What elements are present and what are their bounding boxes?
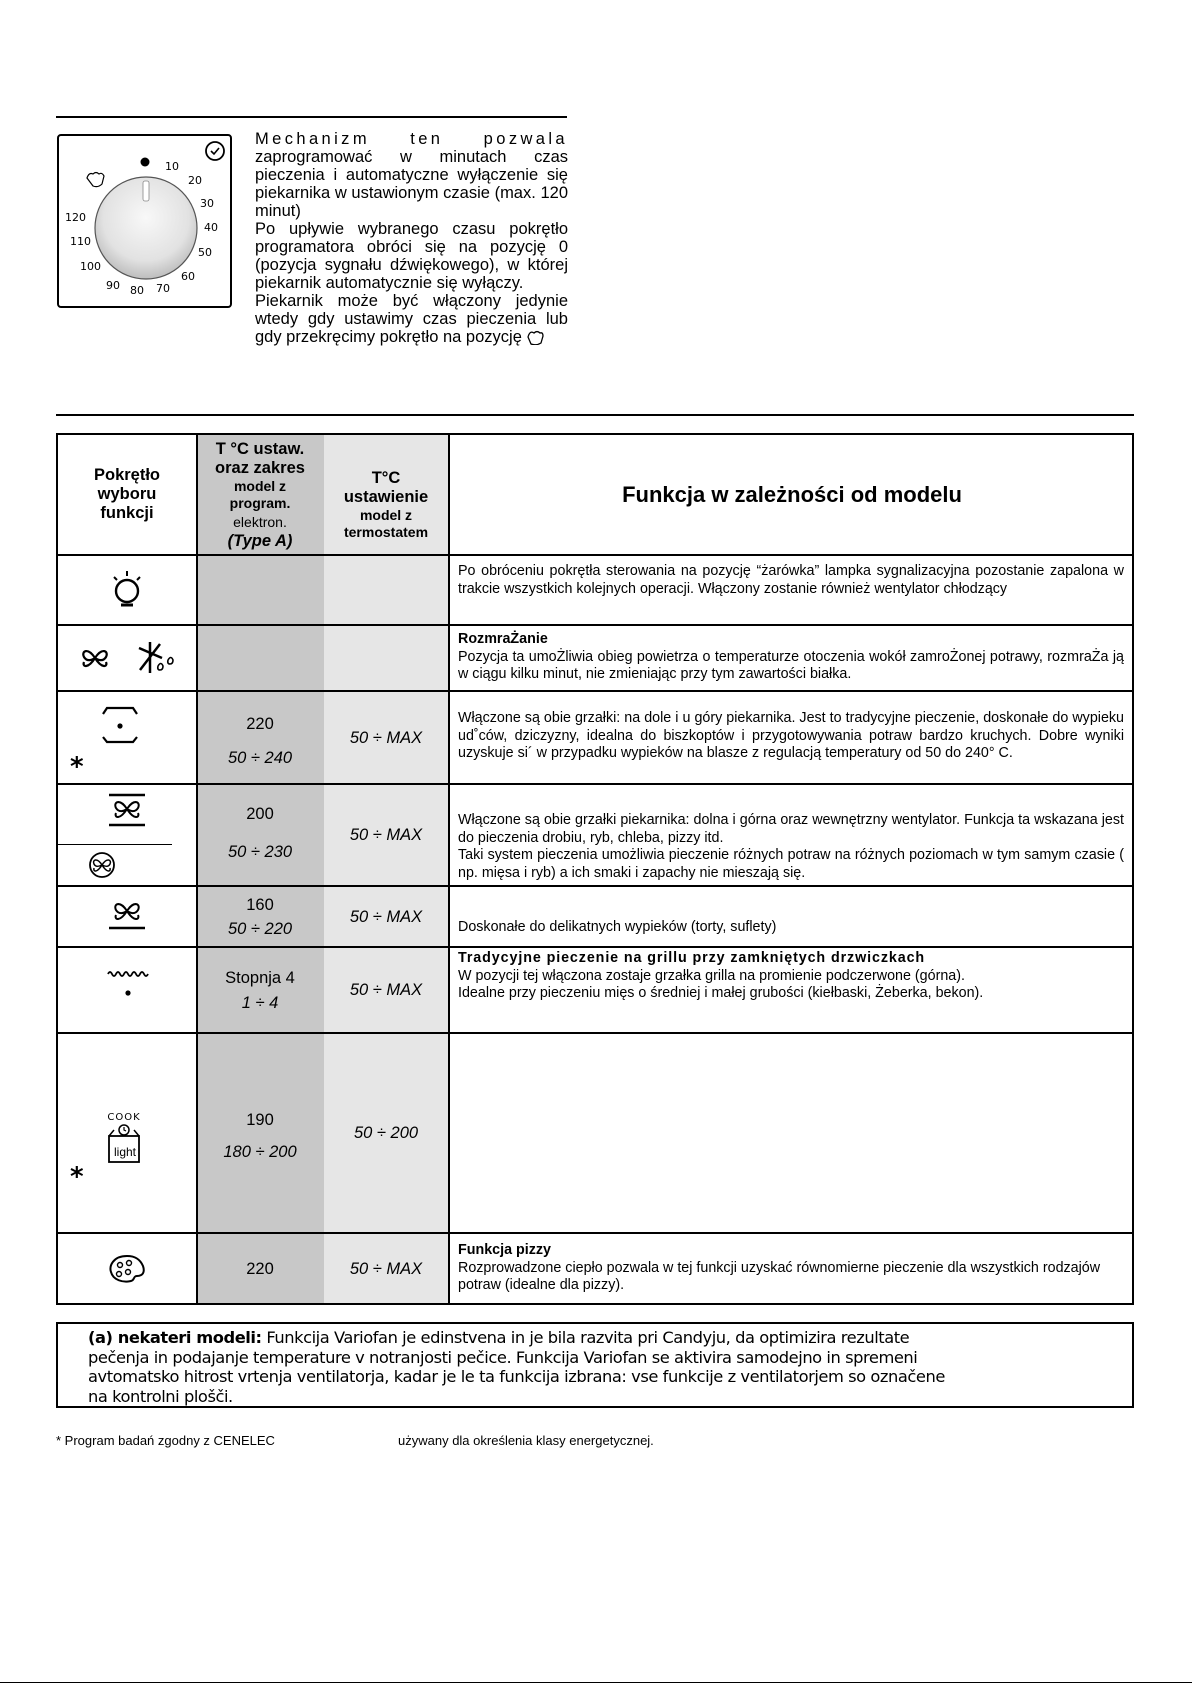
row-fan-bottom-thermo (324, 887, 448, 946)
function-table (56, 433, 1134, 1305)
variofan-note-body: Funkcija Variofan je edinstvena in je bila razvita pri Candyju, da optimizira rezultate pečenja in podajanje temperature v notranjosti pečice. Funkcija Variofan se aktivira samodejno in spremeni avtomatsko hitrost vrtenja ventilatorja, kadar je le ta funkcija izbrana: vse funkcije z ventilatorjem so označene na kontrolni plošči. (88, 1328, 945, 1406)
row-divider (58, 690, 1132, 692)
row-grill-text: W pozycji tej włączona zostaje grzałka grilla na promienie podczerwone (górna). Idealne przy pieczeniu mięs o średniej i małej grubości (kiełbaski, Żeberka, bekon). (458, 967, 984, 1002)
row-fan-bottom-icon-cell (58, 887, 196, 946)
row-fan-conventional-temp-value: 200 (246, 805, 274, 823)
header-temp (198, 437, 322, 554)
variofan-icon (88, 851, 116, 879)
row-divider (58, 624, 1132, 626)
row-defrost-text: Pozycja ta umoŻliwia obieg powietrza o temperaturze otoczenia wokół zamroŻonej potrawy, rozmraŻa ją w ciągu kilku minut, nie zmieniając przy tym zawartości białka. (458, 648, 1124, 683)
header-temp-line1: T °C ustaw. (215, 440, 305, 458)
bottom-rule (0, 1682, 1192, 1683)
row-defrost-icon-cell (58, 626, 196, 690)
dial-number-110: 110 (70, 235, 91, 248)
header-temp-line3: model z (233, 478, 287, 494)
row-cook-light-temp-range: 180 ÷ 200 (223, 1143, 297, 1161)
row-pizza-icon-cell (58, 1234, 196, 1303)
row-cook-light-temp (198, 1106, 322, 1166)
footer-right: używany dla określenia klasy energetycznej. (398, 1433, 654, 1448)
row-divider (58, 554, 1132, 556)
row-fan-bottom-temp-value: 160 (246, 895, 274, 914)
row-lamp-desc: Po obróceniu pokrętła sterowania na pozycję “żarówka” lampka sygnalizacyjna pozostanie zapalona w trakcie wszystkich kolejnych operacji. Włączony zostanie również wentylator chłodzący (458, 563, 1124, 597)
top-bottom-heat-icon (98, 702, 158, 752)
hand-icon (526, 329, 544, 345)
timer-description (255, 130, 568, 346)
light-label: light (113, 1145, 136, 1159)
row-fan-conventional-desc (458, 812, 1124, 883)
row-divider (58, 1032, 1132, 1034)
row-cook-light-temp-value: 190 (246, 1111, 274, 1129)
row-conventional-temp (198, 702, 322, 780)
header-thermo-line3: model z (359, 506, 413, 523)
timer-paragraph-2: Po upływie wybranego czasu pokrętło programatora obróci się na pozycję 0 (pozycja sygnału dźwiękowego), w której piekarnik automatycznie się wyłączy. (255, 220, 568, 292)
row-conventional-icon-cell (58, 692, 196, 783)
header-thermo-line4: termostatem (343, 523, 429, 540)
header-thermo-line2: ustawienie (343, 487, 429, 506)
row-fan-conventional-text-2: Taki system pieczenia umożliwia pieczenie różnych potraw na różnych poziomach w tym samym czasie ( np. mięsa i ryb) a ich smaki i zapachy nie mieszają się. (458, 847, 1124, 882)
row-conventional-desc: Włączone są obie grzałki: na dole i u góry piekarnika. Jest to tradycyjne pieczenie, doskonałe do wypieku ud˚ców, dziczyzny, idealna do biszkoptów i przygotowywania potraw bardzo kruchych. Dobre wyniki uzyskuje si´ w przypadku wypieków na blasze z regulacją temperatury od 50 do 240° C. (458, 710, 1124, 762)
row-pizza-title: Funkcja pizzy (458, 1242, 551, 1258)
grill-icon (106, 968, 150, 1008)
clock-icon (206, 142, 224, 160)
timer-paragraph-1: zaprogramować w minutach czas pieczenia i automatyczne wyłączenie się piekarnika w ustawionym czasie (max. 120 minut) (255, 148, 568, 220)
row-fan-conventional-text: Włączone są obie grzałki piekarnika: dolna i górna oraz wewnętrzny wentylator. Funkcja ta wskazana jest do pieczenia drobiu, ryb, chleba, pizzy itd. (458, 812, 1124, 846)
fan-bottom-heat-icon (103, 895, 151, 935)
dial-number-70: 70 (156, 282, 170, 295)
dial-number-90: 90 (106, 279, 120, 292)
row-fan-bottom-thermo-value: 50 ÷ MAX (349, 907, 423, 926)
pizza-icon (107, 1252, 147, 1286)
variofan-note-label: (a) nekateri modeli: (88, 1328, 262, 1347)
fan-with-heaters-icon (103, 789, 151, 833)
row-cook-light-thermo (324, 1034, 448, 1232)
cook-label: COOK (107, 1112, 141, 1123)
dial-number-100: 100 (80, 260, 101, 273)
row-grill-thermo (324, 948, 448, 1032)
fan-icon (78, 643, 112, 673)
header-temp-line2: oraz zakres (215, 459, 305, 477)
row-fan-bottom-temp-range: 50 ÷ 220 (227, 919, 293, 938)
timer-paragraph-3-text: Piekarnik może być włączony jedynie wtedy gdy ustawimy czas pieczenia lub gdy przekręcimy pokrętło na pozycję (255, 292, 568, 346)
row-pizza-desc (458, 1242, 1124, 1295)
row-fan-conventional-temp (198, 792, 322, 874)
header-function-label: Funkcja w zależności od modelu (622, 481, 962, 507)
row-conventional-temp-value: 220 (246, 715, 274, 733)
row-conventional-thermo (324, 692, 448, 783)
timer-dial-panel (57, 134, 232, 308)
variofan-note (56, 1322, 1134, 1408)
header-temp-line4: program. (229, 495, 291, 511)
row-cook-light-thermo-value: 50 ÷ 200 (353, 1124, 419, 1142)
row-grill-temp-value: Stopnja 4 (225, 968, 295, 987)
header-temp-line6: (Type A) (227, 532, 293, 550)
row-fan-conventional-thermo (324, 785, 448, 885)
dial-number-80: 80 (130, 284, 144, 297)
row-grill-thermo-value: 50 ÷ MAX (349, 981, 423, 999)
header-temp-line5: elektron. (233, 514, 287, 530)
row-grill-temp (198, 948, 322, 1032)
row-defrost-desc (458, 631, 1124, 684)
row-lamp-icon-cell (58, 556, 196, 624)
row-conventional-thermo-value: 50 ÷ MAX (349, 728, 423, 747)
top-rule (56, 116, 567, 118)
dial-number-10: 10 (165, 160, 179, 173)
row-pizza-temp (198, 1234, 322, 1303)
header-knob-label: Pokrętło wyboru funkcji (93, 466, 161, 522)
row-pizza-temp-value: 220 (246, 1259, 274, 1278)
dial-number-20: 20 (188, 174, 202, 187)
row-fan-bottom-temp (198, 887, 322, 946)
hand-icon (87, 173, 104, 187)
row-pizza-thermo-value: 50 ÷ MAX (349, 1259, 423, 1278)
dial-number-40: 40 (204, 221, 218, 234)
row-cook-light-icon-cell (58, 1034, 196, 1232)
footer-left: * Program badań zgodny z CENELEC (56, 1433, 275, 1448)
dial-number-50: 50 (198, 246, 212, 259)
dial-number-30: 30 (200, 197, 214, 210)
row-grill-temp-range: 1 ÷ 4 (241, 993, 279, 1012)
row-fan-conventional-thermo-value: 50 ÷ MAX (349, 826, 423, 844)
row-pizza-text: Rozprowadzone ciepło pozwala w tej funkcji uzyskać równomierne pieczenie dla wszystkich rodzajów potraw (idealne dla pizzy). (458, 1259, 1101, 1294)
row-pizza-thermo (324, 1234, 448, 1303)
defrost-icon (134, 640, 176, 676)
row-conventional-temp-range: 50 ÷ 240 (227, 749, 293, 767)
row-grill-title: Tradycyjne pieczenie na grillu przy zamkniętych drzwiczkach (458, 950, 926, 966)
header-knob (58, 435, 196, 554)
row-fan-bottom-desc: Doskonałe do delikatnych wypieków (torty, suflety) (458, 919, 777, 935)
energy-test-star: * (70, 1162, 84, 1192)
energy-test-star: * (70, 752, 84, 782)
timer-paragraph-3 (255, 292, 568, 346)
variofan-note-text (88, 1328, 968, 1406)
dial-number-120: 120 (65, 211, 86, 224)
section-rule (56, 414, 1134, 416)
timer-paragraph-1-first-line: Mechanizm ten pozwala (255, 130, 568, 148)
row-grill-icon-cell (58, 948, 196, 1032)
header-thermo-line1: T°C (371, 468, 401, 487)
row-fan-conventional-temp-range: 50 ÷ 230 (227, 843, 293, 861)
row-grill-desc (458, 950, 1124, 1003)
row-fan-conventional-icon-cell (58, 785, 196, 885)
dial-number-60: 60 (181, 270, 195, 283)
lamp-icon (107, 567, 147, 613)
header-thermo (324, 455, 448, 554)
row-defrost-title: RozmraŻanie (458, 631, 548, 647)
row-divider (58, 783, 1132, 785)
header-function (450, 435, 1134, 554)
